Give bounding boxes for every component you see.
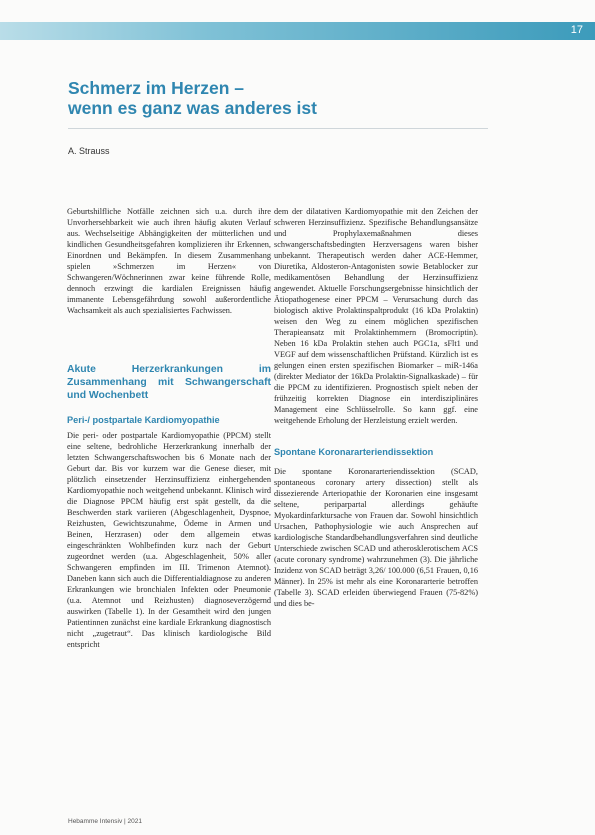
title-divider (68, 128, 488, 129)
right-column (274, 206, 478, 609)
author: A. Strauss (68, 146, 110, 156)
subsection-heading-ppcm: Peri-/ postpartale Kardiomyopathie (67, 415, 220, 425)
ppcm-continued-paragraph: dem der dilatativen Kardiomyopathie mit den Zeichen der schweren Herzinsuffizienz. Spezifische Behandlungsansätze und Prophylaxemaßnahmen dieses schwangerschaftsbedingten Herzversagens waren bisher unbekannt. Therapeutisch werden daher ACE-Hemmer, Diuretika, Aldosteron-Antagonisten sowie Betablocker zur medikamentösen Behandlung der Herzinsuffizienz angewendet. Aktuelle Forschungsergebnisse hinsichtlich der Ätiopathogenese einer PPCM – Verursachung durch das biologisch aktive Prolaktinspaltprodukt (16 kDa Prolaktin) weisen den Weg zu einem möglichen spezifischen Therapieansatz mit Prolaktinhemmern (Bromocriptin). Neben 16 kDa Prolaktin stehen auch PGC1a, sFlt1 und VEGF auf dem wissenschaftlichen Prüfstand. Kürzlich ist es gelungen einen ersten spezifischen Biomarker – miR-146a (direkter Mediator der 16kDa Prolaktin-Signalkaskade) – für die PPCM zu identifizieren. Prognostisch spielt neben der frühzeitig korrekten Diagnose ein interdisziplinäres Management eine Schlüsselrolle. So kann ggf. eine weitgehende Erholung der Herzleistung erzielt werden. (274, 207, 478, 425)
left-column (67, 206, 271, 650)
page-number: 17 (570, 24, 583, 36)
header-bar (0, 22, 595, 40)
ppcm-paragraph: Die peri- oder postpartale Kardiomyopathie (PPCM) stellt eine seltene, bedrohliche Herzerkrankung innerhalb der letzten Schwangerschaftswochen bis 6 Monate nach der Geburt dar. Bis vor kurzem war die Genese dieser, mit plötzlich einsetzender Herzinsuffizienz einhergehenden Kardiomyopathie noch weitgehend unbekannt. Klinisch wird die Diagnose PPCM häufig erst spät gestellt, da die Beschwerden stark variieren (Abgeschlagenheit, Dyspnoe, Reizhusten, Gewichtszunahme, Ödeme in Armen und Beinen, Herzrasen) oder dem allgemein etwas eingeschränkten Wohlbefinden kurz nach der Geburt zugeordnet werden (u.a. Abgeschlagenheit, 50% aller Schwangeren empfinden im III. Trimenon Atemnot). Daneben kann sich auch die Differentialdiagnose zu anderen Erkrankungen wie bronchialen Infekten oder Pneumonie (u.a. Atemnot und Reizhusten) diagnoseverzögernd auswirken (Tabelle 1). In der Gesamtheit wird den jungen Patientinnen zunächst eine kardiale Erkrankung diagnostisch nicht „zugetraut“. Das klinisch kardiologische Bild entspricht (67, 431, 271, 649)
section-heading-acute-heart-disease: Akute Herzerkrankungen im Zusammenhang mit Schwangerschaft und Wochenbett (67, 364, 271, 401)
article-title-line-2: wenn es ganz was anderes ist (68, 98, 317, 118)
footer: Hebamme Intensiv | 2021 (68, 818, 142, 825)
article-title (68, 78, 528, 118)
intro-paragraph: Geburtshilfliche Notfälle zeichnen sich u.a. durch ihre Unvorhersehbarkeit wie auch ihren häufig akuten Verlauf aus. Wechselseitige Abhängigkeiten der mütterlichen und kindlichen Gesundheitsgefahren komplizieren ihr Erkennen, Einordnen und Bekämpfen. In diesem Zusammenhang spielen »Schmerzen im Herzen« von Schwangeren/Wöchnerinnen zwar keine führende Rolle, dennoch erzwingt die kardialen Ereignissen häufig immanente Lebensgefährdung sowohl außerordentliche Wachsamkeit als auch spezialisiertes Fachwissen. (67, 207, 271, 315)
section-heading-scad: Spontane Koronararteriendissektion (274, 447, 434, 457)
scad-paragraph: Die spontane Koronararteriendissektion (SCAD, spontaneous coronary artery dissection) stellt als dissezierende Arteriopathie der Koronarien eine insgesamt seltene, periparpartal allerdings gehäufte Myokardinfarktursache von Frauen dar. Sowohl hinsichtlich Ursachen, Pathophysiologie wie auch Ansprechen auf kardiologische Standardbehandlungsverfahren sind deutliche Unterschiede zwischen SCAD und atherosklerotischem ACS (acute coronary syndrome) wahrzunehmen (3). Die jährliche Inzidenz von SCAD beträgt 3,26/ 100.000 (6,51 Frauen, 0,16 Männer). In 25% ist mehr als eine Koronararterie betroffen (Tabelle 3). SCAD erleiden überwiegend Frauen (75-82%) und dies be- (274, 467, 478, 608)
article-title-line-1: Schmerz im Herzen – (68, 78, 245, 98)
